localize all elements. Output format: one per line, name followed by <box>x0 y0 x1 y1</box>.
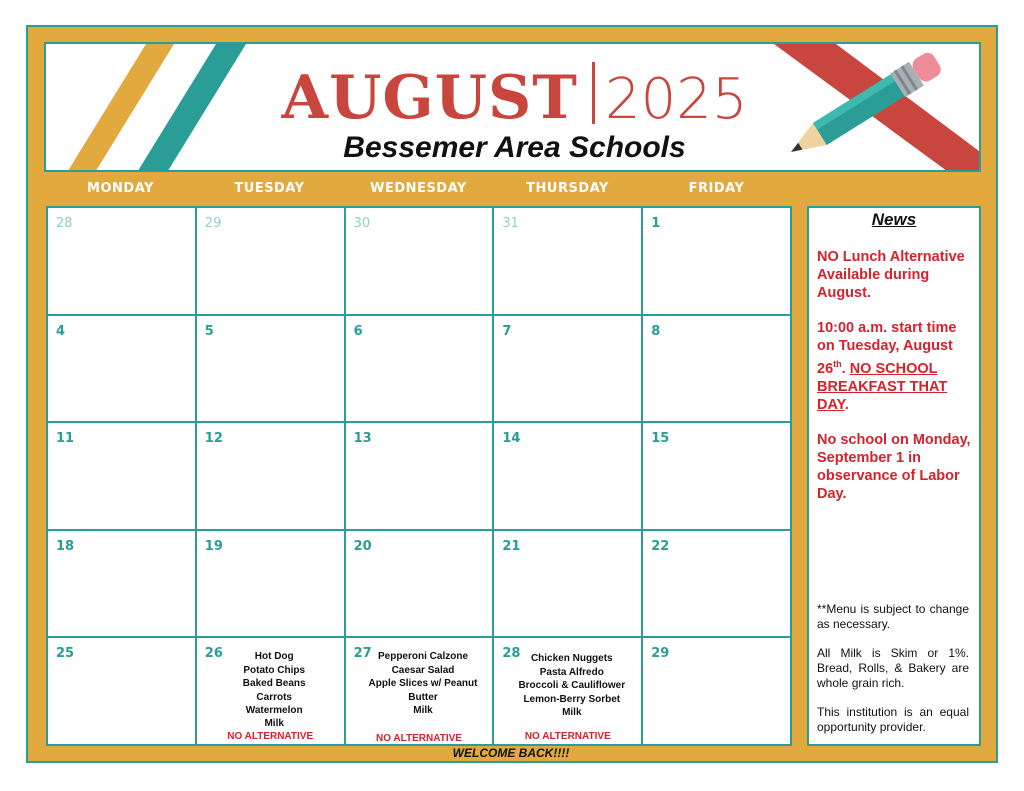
lunch-menu <box>506 652 637 719</box>
day-cell <box>643 423 790 529</box>
note: **Menu is subject to change as necessary. <box>817 602 969 631</box>
date-number: 28 <box>56 216 73 231</box>
date-number: 22 <box>651 538 670 554</box>
day-cell <box>48 316 195 422</box>
date-number: 29 <box>651 646 670 662</box>
day-cell <box>494 531 641 637</box>
menu-item: Milk <box>562 707 582 719</box>
weekday-header <box>46 181 792 199</box>
day-cell-menu-27 <box>346 638 493 744</box>
news-item <box>817 319 971 414</box>
day-cell <box>197 423 344 529</box>
date-number: 13 <box>353 431 372 447</box>
date-number: 8 <box>651 323 661 339</box>
note: This institution is an equal opportunity provider. <box>817 705 969 734</box>
date-number: 30 <box>353 216 371 231</box>
date-number: 4 <box>56 323 66 339</box>
day-thursday: THURSDAY <box>526 181 609 196</box>
day-cell <box>197 316 344 422</box>
news-item: No school on Monday, September 1 in observance of Labor Day. <box>817 431 971 502</box>
news-item: NO Lunch Alternative Available during August. <box>817 249 965 301</box>
date-number: 21 <box>502 538 521 554</box>
date-number: 15 <box>651 431 670 447</box>
news-text: 10:00 a.m. start time on Tuesday, August 26 <box>817 320 957 377</box>
day-cell <box>643 531 790 637</box>
date-number: 28 <box>502 646 521 662</box>
date-number: 18 <box>56 538 75 554</box>
date-number: 25 <box>56 646 75 662</box>
date-number: 12 <box>204 431 223 447</box>
day-cell <box>494 316 641 422</box>
news-notes <box>817 602 969 749</box>
day-cell <box>346 423 493 529</box>
date-number: 7 <box>502 323 512 339</box>
menu-item: Broccoli & Cauliflower <box>518 680 626 692</box>
day-cell <box>643 638 790 744</box>
date-number: 27 <box>353 646 372 662</box>
day-cell <box>48 638 195 744</box>
menu-item: Pepperoni Calzone <box>377 651 468 663</box>
menu-item: Carrots <box>256 691 292 703</box>
day-cell <box>346 316 493 422</box>
month-title: AUGUST <box>281 63 578 133</box>
day-cell <box>48 423 195 529</box>
menu-item: Milk <box>264 718 284 730</box>
day-cell <box>494 208 641 314</box>
date-number: 6 <box>353 323 363 339</box>
day-friday: FRIDAY <box>688 181 745 196</box>
menu-item: Pasta Alfredo <box>539 666 604 678</box>
menu-item: Milk <box>413 705 433 717</box>
menu-item: Lemon-Berry Sorbet <box>523 693 621 705</box>
no-alternative-label: NO ALTERNATIVE <box>524 730 611 742</box>
news-superscript: th <box>833 359 842 369</box>
day-cell <box>197 208 344 314</box>
date-number: 19 <box>204 538 223 554</box>
date-number: 11 <box>56 431 75 447</box>
day-cell <box>643 208 790 314</box>
day-monday: MONDAY <box>87 181 154 196</box>
date-number: 14 <box>502 431 521 447</box>
year-title: 2025 <box>604 67 748 132</box>
news-panel <box>807 206 981 746</box>
calendar-grid <box>46 206 792 746</box>
menu-item: Hot Dog <box>254 651 294 663</box>
menu-item: Potato Chips <box>243 664 306 676</box>
menu-item: Baked Beans <box>242 678 306 690</box>
day-cell <box>48 208 195 314</box>
day-wednesday: WEDNESDAY <box>370 181 467 196</box>
welcome-footer: WELCOME BACK!!!! <box>452 746 570 760</box>
news-title: News <box>871 210 917 229</box>
lunch-menu <box>358 650 489 717</box>
date-number: 31 <box>502 216 519 231</box>
date-number: 26 <box>204 646 223 662</box>
header-banner <box>44 42 981 172</box>
day-cell-menu-28 <box>494 638 641 744</box>
news-underlined-text: NO SCHOOL BREAKFAST THAT DAY <box>817 360 948 413</box>
menu-item: Chicken Nuggets <box>530 653 613 665</box>
day-cell <box>346 531 493 637</box>
news-text: . <box>841 360 850 377</box>
lunch-menu <box>209 650 340 730</box>
day-tuesday: TUESDAY <box>234 181 305 196</box>
title-separator <box>592 62 595 124</box>
no-alternative-label: NO ALTERNATIVE <box>227 730 314 742</box>
day-cell <box>346 208 493 314</box>
menu-item: Apple Slices w/ Peanut <box>368 678 478 690</box>
date-number: 5 <box>204 323 214 339</box>
date-number: 29 <box>204 216 222 231</box>
day-cell <box>494 423 641 529</box>
menu-item: Butter <box>408 691 438 703</box>
no-alternative-label: NO ALTERNATIVE <box>376 732 462 744</box>
day-cell <box>643 316 790 422</box>
calendar-title <box>46 62 981 133</box>
menu-item: Watermelon <box>245 705 303 717</box>
note: All Milk is Skim or 1%. Bread, Rolls, & Bakery are whole grain rich. <box>817 646 969 690</box>
date-number: 1 <box>651 216 661 231</box>
news-text: . <box>844 396 849 413</box>
day-cell <box>48 531 195 637</box>
school-name: Bessemer Area Schools <box>343 131 686 164</box>
date-number: 20 <box>353 538 372 554</box>
day-cell-menu-26 <box>197 638 344 744</box>
menu-item: Caesar Salad <box>391 664 455 676</box>
day-cell <box>197 531 344 637</box>
